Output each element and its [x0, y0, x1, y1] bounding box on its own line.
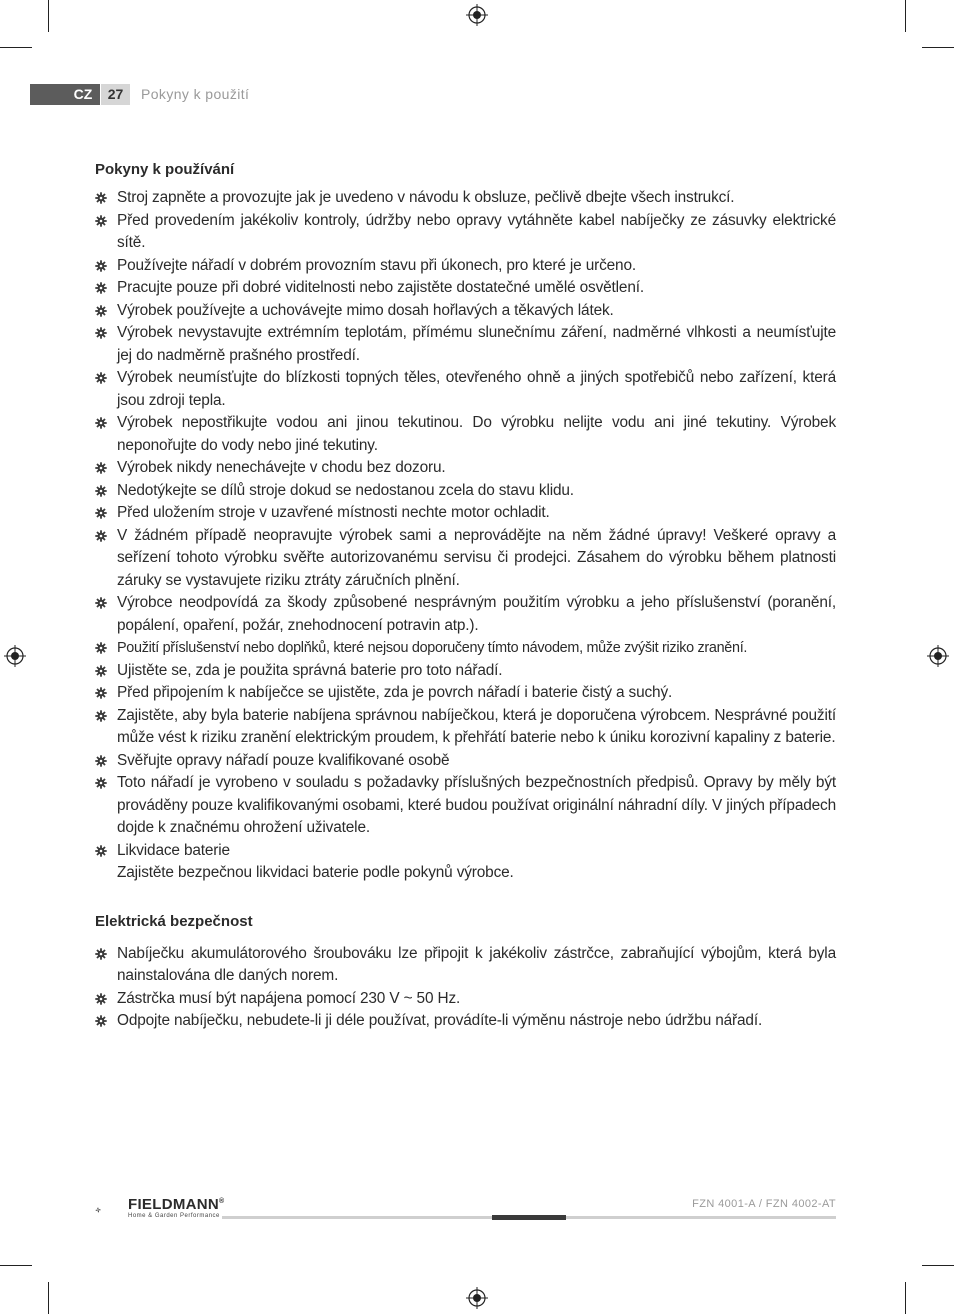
crop-mark: [905, 1282, 906, 1314]
list-item-text: Nedotýkejte se dílů stroje dokud se nedostanou zcela do stavu klidu.: [117, 481, 574, 499]
list-item: [95, 210, 836, 255]
list-item: [95, 660, 836, 683]
list-item-text: V žádném případě neopravujte výrobek sami a neprovádějte na něm žádné úpravy! Veškeré opravy a seřízení tohoto výrobku svěřte autorizovanému servisu či prodejci. Zásahem do výrobku během platnosti záruky se vystavujete riziku ztráty záručních plnění.: [117, 526, 836, 589]
gear-bullet-icon: [95, 777, 107, 789]
gear-bullet-icon: [95, 215, 107, 227]
list-item: [95, 637, 836, 660]
crop-mark: [922, 1265, 954, 1266]
list-item-text: Svěřujte opravy nářadí pouze kvalifikované osobě: [117, 751, 450, 769]
gear-bullet-icon: [95, 710, 107, 722]
list-item: [95, 988, 836, 1011]
crop-mark: [48, 1282, 49, 1314]
gear-bullet-icon: [95, 485, 107, 497]
list-item-text: Toto nářadí je vyrobeno v souladu s požadavky příslušných bezpečnostních předpisů. Opravy by měly být prováděny pouze kvalifikovanými osobami, které budou používat originální náhradní díly. V jiných případech dojde k značnému ohrožení uživatele.: [117, 774, 836, 836]
footer-divider-accent: [492, 1215, 566, 1220]
list-item: [95, 772, 836, 840]
list-item: [95, 750, 836, 773]
crop-mark: [48, 0, 49, 32]
list-item: [95, 1010, 836, 1033]
gear-bullet-icon: [95, 597, 107, 609]
list-item-text: Odpojte nabíječku, nebudete-li ji déle používat, provádíte-li výměnu nástroje nebo údržbu nářadí.: [117, 1012, 763, 1029]
list-item: [95, 480, 836, 503]
list-item-text: Používejte nářadí v dobrém provozním stavu při úkonech, pro které je určeno.: [117, 256, 636, 274]
list-item-text: Zajistěte bezpečnou likvidaci baterie podle pokynů výrobce.: [117, 864, 514, 881]
gear-bullet-icon: [95, 282, 107, 294]
list-item-text: Nabíječku akumulátorového šroubováku lze připojit k jakékoliv zástrčce, zabraňující výbojům, která byla nainstalována dle daných norem.: [117, 944, 836, 984]
registration-mark-icon: [466, 1287, 488, 1309]
list-item-text: Použití příslušenství nebo doplňků, které nejsou doporučeny tímto návodem, může zvýšit riziko zranění.: [117, 640, 748, 656]
gear-bullet-icon: [95, 687, 107, 699]
gear-bullet-icon: [95, 462, 107, 474]
list-item-text: Ujistěte se, zda je použita správná baterie pro toto nářadí.: [117, 661, 503, 679]
list-item-text: Před připojením k nabíječce se ujistěte, zda je povrch nářadí i baterie čistý a suchý.: [117, 684, 673, 701]
list-item: [95, 187, 836, 210]
language-code: CZ: [73, 86, 93, 102]
registration-mark-icon: [466, 4, 488, 26]
gear-bullet-icon: [95, 948, 107, 960]
list-item: [95, 457, 836, 480]
electrical-safety-list: [95, 943, 836, 1033]
gear-bullet-icon: [95, 530, 107, 542]
gear-bullet-icon: [95, 1015, 107, 1027]
list-item: [95, 412, 836, 457]
gear-bullet-icon: [95, 327, 107, 339]
gear-bullet-icon: [95, 665, 107, 677]
list-item-text: Výrobek nikdy nenechávejte v chodu bez dozoru.: [117, 459, 446, 476]
page-title: Pokyny k použití: [141, 86, 250, 102]
list-item-text: Výrobek neumísťujte do blízkosti topných těles, otevřeného ohně a jiných spotřebičů nebo zařízení, která jsou zdroji tepla.: [117, 369, 836, 409]
list-item-text: Výrobce neodpovídá za škody způsobené nesprávným použitím výrobku a jeho příslušenství (poranění, popálení, opaření, požár, znehodnocení potravin atp.).: [117, 594, 836, 634]
list-item-text: Výrobek nevystavujte extrémním teplotám, přímému slunečnímu záření, nadměrné vlhkosti a neumísťujte jej do nadměrně prašného prostředí.: [117, 324, 836, 364]
list-item-text: Stroj zapněte a provozujte jak je uvedeno v návodu k obsluze, pečlivě dbejte všech instrukcí.: [117, 189, 735, 206]
registration-mark-icon: [927, 645, 949, 667]
gear-bullet-icon: [95, 993, 107, 1005]
page-number: 27: [101, 84, 130, 105]
main-content: [95, 157, 836, 1033]
brand-tagline: Home & Garden Performance: [128, 1213, 220, 1219]
crop-mark: [0, 1265, 32, 1266]
list-item-text: Před provedením jakékoliv kontroly, údržby nebo opravy vytáhněte kabel nabíječky ze zásuvky elektrické sítě.: [117, 211, 836, 251]
list-item: [95, 277, 836, 300]
list-item-text: Zajistěte, aby byla baterie nabíjena správnou nabíječkou, která je doporučena výrobcem. Nesprávné použití může vést k riziku zranění elektrickým proudem, k přehřátí baterie nebo k úniku korozivní kapaliny z baterie.: [117, 706, 836, 746]
list-item-text: Pracujte pouze při dobré viditelnosti nebo zajistěte dostatečné umělé osvětlení.: [117, 279, 644, 296]
registered-mark: ®: [219, 1198, 225, 1205]
crop-mark: [905, 0, 906, 32]
crop-mark: [922, 47, 954, 48]
list-item-text: Zástrčka musí být napájena pomocí 230 V ~ 50 Hz.: [117, 989, 461, 1007]
gear-bullet-icon: [95, 372, 107, 384]
gear-bullet-icon: [95, 845, 107, 857]
list-item-text: Před uložením stroje v uzavřené místnosti nechte motor ochladit.: [117, 504, 550, 521]
list-item: [95, 592, 836, 637]
gear-bullet-icon: [95, 192, 107, 204]
list-item-text: Výrobek používejte a uchovávejte mimo dosah hořlavých a těkavých látek.: [117, 301, 614, 319]
list-item: [95, 682, 836, 705]
list-item-title: Likvidace baterie: [117, 841, 230, 859]
list-item: [95, 322, 836, 367]
electrical-safety-section: [95, 909, 836, 1033]
gear-bullet-icon: [95, 642, 107, 654]
instructions-list: [95, 187, 836, 885]
list-item: [95, 943, 836, 988]
gear-bullet-icon: [95, 755, 107, 767]
list-item-text: Výrobek nepostřikujte vodou ani jinou tekutinou. Do výrobku nelijte vodu ani jiné tekutiny. Výrobek neponořujte do vody nebo jiné tekutiny.: [117, 414, 836, 454]
crop-mark: [0, 47, 32, 48]
brand-name: FIELDMANN®: [128, 1196, 225, 1213]
list-item: [95, 502, 836, 525]
list-item: [95, 300, 836, 323]
list-item: [95, 840, 836, 885]
model-number: FZN 4001-A / FZN 4002-AT: [692, 1198, 836, 1210]
list-item: [95, 367, 836, 412]
section-heading: Elektrická bezpečnost: [95, 912, 253, 930]
list-item: [95, 525, 836, 593]
gear-bullet-icon: [95, 417, 107, 429]
gear-bullet-icon: [95, 260, 107, 272]
list-item: [95, 705, 836, 750]
registration-mark-icon: [4, 645, 26, 667]
fieldmann-leaf-logo-icon: [94, 1193, 128, 1227]
gear-bullet-icon: [95, 507, 107, 519]
list-item: [95, 255, 836, 278]
gear-bullet-icon: [95, 305, 107, 317]
section-heading: Pokyny k používání: [95, 161, 235, 178]
